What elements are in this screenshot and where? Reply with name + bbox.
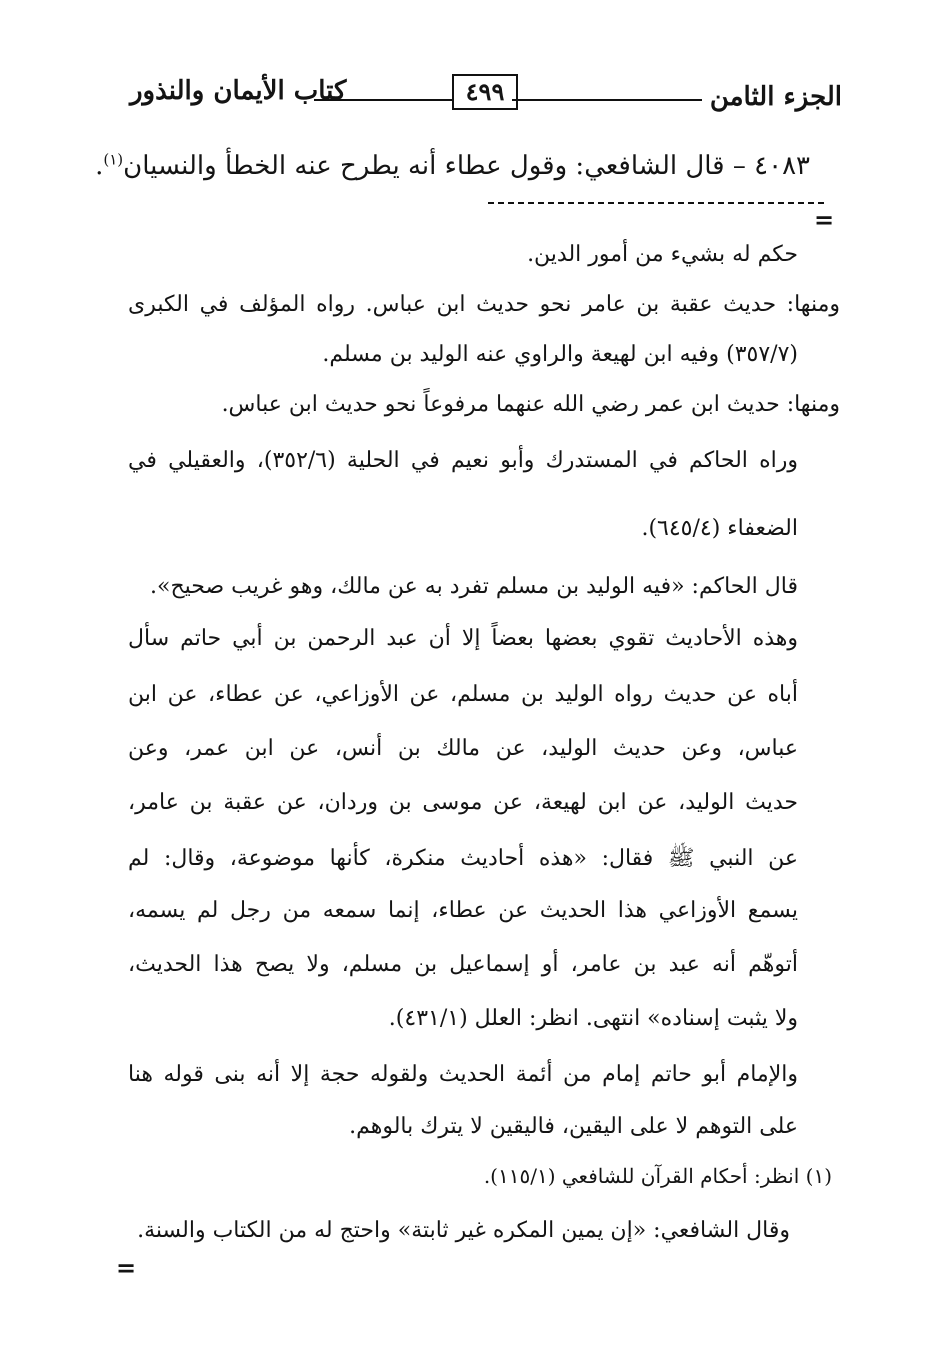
commentary-line: (٣٥٧/٧) وفيه ابن لهيعة والراوي عنه الوليد بن مسلم. [322, 342, 798, 367]
closing-line: وقال الشافعي: «إن يمين المكره غير ثابتة» واحتج له من الكتاب والسنة. [137, 1218, 790, 1243]
commentary-line: وهذه الأحاديث تقوي بعضها بعضاً إلا أن عبد الرحمن بن أبي حاتم سأل [128, 626, 798, 651]
continuation-mark-bottom: = [116, 1253, 137, 1282]
commentary-line: ومنها: حديث عقبة بن عامر نحو حديث ابن عباس. رواه المؤلف في الكبرى [128, 292, 840, 317]
commentary-line: ولا يثبت إسناده» انتهى. انظر: العلل (٤٣١/١). [388, 1006, 798, 1031]
dashed-divider [488, 202, 824, 204]
commentary-line: وراه الحاكم في المستدرك وأبو نعيم في الحلية (٣٥٢/٦)، والعقيلي في [128, 448, 798, 473]
commentary-line: أتوهّم أنه عبد بن عامر، أو إسماعيل بن مسلم، ولا يصح هذا الحديث، [128, 952, 798, 977]
commentary-line: قال الحاكم: «فيه الوليد بن مسلم تفرد به عن مالك، وهو غريب صحيح». [149, 574, 798, 599]
commentary-line: يسمع الأوزاعي هذا الحديث عن عطاء، إنما سمعه من رجل لم يسمه، [128, 898, 798, 923]
commentary-line: حديث الوليد، عن ابن لهيعة، عن موسى بن وردان، عن عقبة بن عامر، [128, 790, 798, 815]
commentary-line: والإمام أبو حاتم إمام من أئمة الحديث ولقوله حجة إلا أنه بنى قوله هنا [128, 1062, 798, 1087]
commentary-line: على التوهم لا على اليقين، فاليقين لا يترك بالوهم. [349, 1114, 798, 1139]
commentary-line: عباس، وعن حديث الوليد، عن مالك بن أنس، عن ابن عمر، وعن [128, 736, 798, 761]
commentary-line: عن النبي ﷺ فقال: «هذه أحاديث منكرة، كأنها موضوعة، وقال: لم [128, 846, 798, 871]
page-header [118, 72, 842, 124]
page-number: ٤٩٩ [452, 74, 518, 110]
book-title: كتاب الأيمان والنذور [130, 76, 347, 106]
footnote-reference: (١) [103, 150, 124, 169]
footnote: (١) انظر: أحكام القرآن للشافعي (١١٥/١). [483, 1164, 832, 1188]
part-title: الجزء الثامن [709, 82, 842, 112]
commentary-line: حكم له بشيء من أمور الدين. [527, 242, 798, 267]
entry-text: – قال الشافعي: وقول عطاء أنه يطرح عنه الخطأ والنسيان [123, 151, 746, 181]
header-rule-right [512, 99, 702, 101]
main-text-entry [95, 146, 810, 186]
entry-end: . [95, 151, 104, 181]
commentary-line: ومنها: حديث ابن عمر رضي الله عنهما مرفوعاً نحو حديث ابن عباس. [221, 392, 840, 417]
continuation-mark-top: = [814, 205, 835, 234]
entry-number: ٤٠٨٣ [754, 151, 810, 181]
commentary-line: الضعفاء (٦٤٥/٤). [641, 516, 798, 541]
commentary-line: أباه عن حديث رواه الوليد بن مسلم، عن الأوزاعي، عن عطاء، عن ابن [128, 682, 798, 707]
